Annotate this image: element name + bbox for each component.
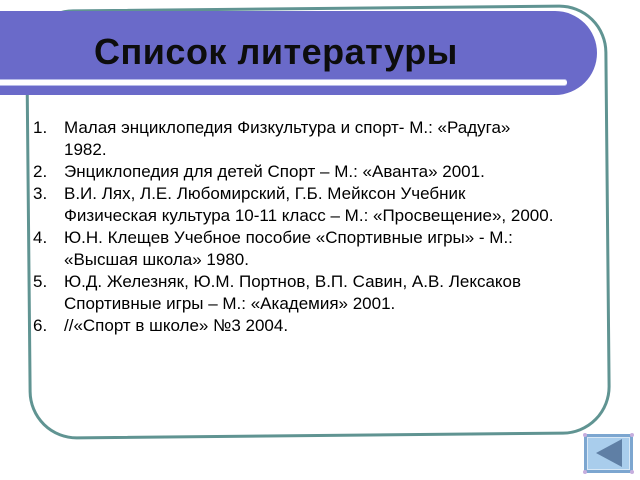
references-list (33, 117, 618, 337)
title-banner (0, 11, 597, 95)
banner-underline (0, 80, 567, 85)
reference-line: Энциклопедия для детей Спорт – М.: «Аванта» 2001. (64, 162, 485, 181)
back-button[interactable] (584, 434, 633, 473)
reference-item (33, 227, 618, 271)
reference-number: 4. (33, 228, 48, 247)
reference-number: 2. (33, 162, 48, 181)
reference-number: 5. (33, 272, 48, 291)
selection-handle-bottom-left (583, 470, 587, 474)
reference-line: В.И. Лях, Л.Е. Любомирский, Г.Б. Мейксон Учебник (64, 184, 466, 203)
reference-line: Малая энциклопедия Физкультура и спорт- М.: «Радуга» (64, 118, 511, 137)
reference-number: 3. (33, 184, 48, 203)
reference-item (33, 271, 618, 315)
reference-line: Ю.Д. Железняк, Ю.М. Портнов, В.П. Савин, А.В. Лексаков (64, 272, 522, 291)
reference-line: «Высшая школа» 1980. (64, 250, 249, 269)
reference-item (33, 117, 618, 161)
page-title: Список литературы (94, 31, 458, 72)
reference-line: //«Спорт в школе» №3 2004. (64, 316, 289, 335)
back-arrow-icon (596, 439, 622, 467)
reference-line: Физическая культура 10-11 класс – М.: «Просвещение», 2000. (64, 206, 554, 225)
reference-number: 1. (33, 118, 48, 137)
reference-number: 6. (33, 316, 48, 335)
reference-line: Ю.Н. Клещев Учебное пособие «Спортивные игры» - М.: (64, 228, 513, 247)
selection-handle-top-left (583, 433, 587, 437)
reference-item (33, 161, 618, 183)
selection-handle-top-right (630, 433, 634, 437)
reference-item (33, 183, 618, 227)
reference-line: 1982. (64, 140, 107, 159)
reference-line: Спортивные игры – М.: «Академия» 2001. (64, 294, 396, 313)
selection-handle-bottom-right (630, 470, 634, 474)
reference-item (33, 315, 618, 337)
